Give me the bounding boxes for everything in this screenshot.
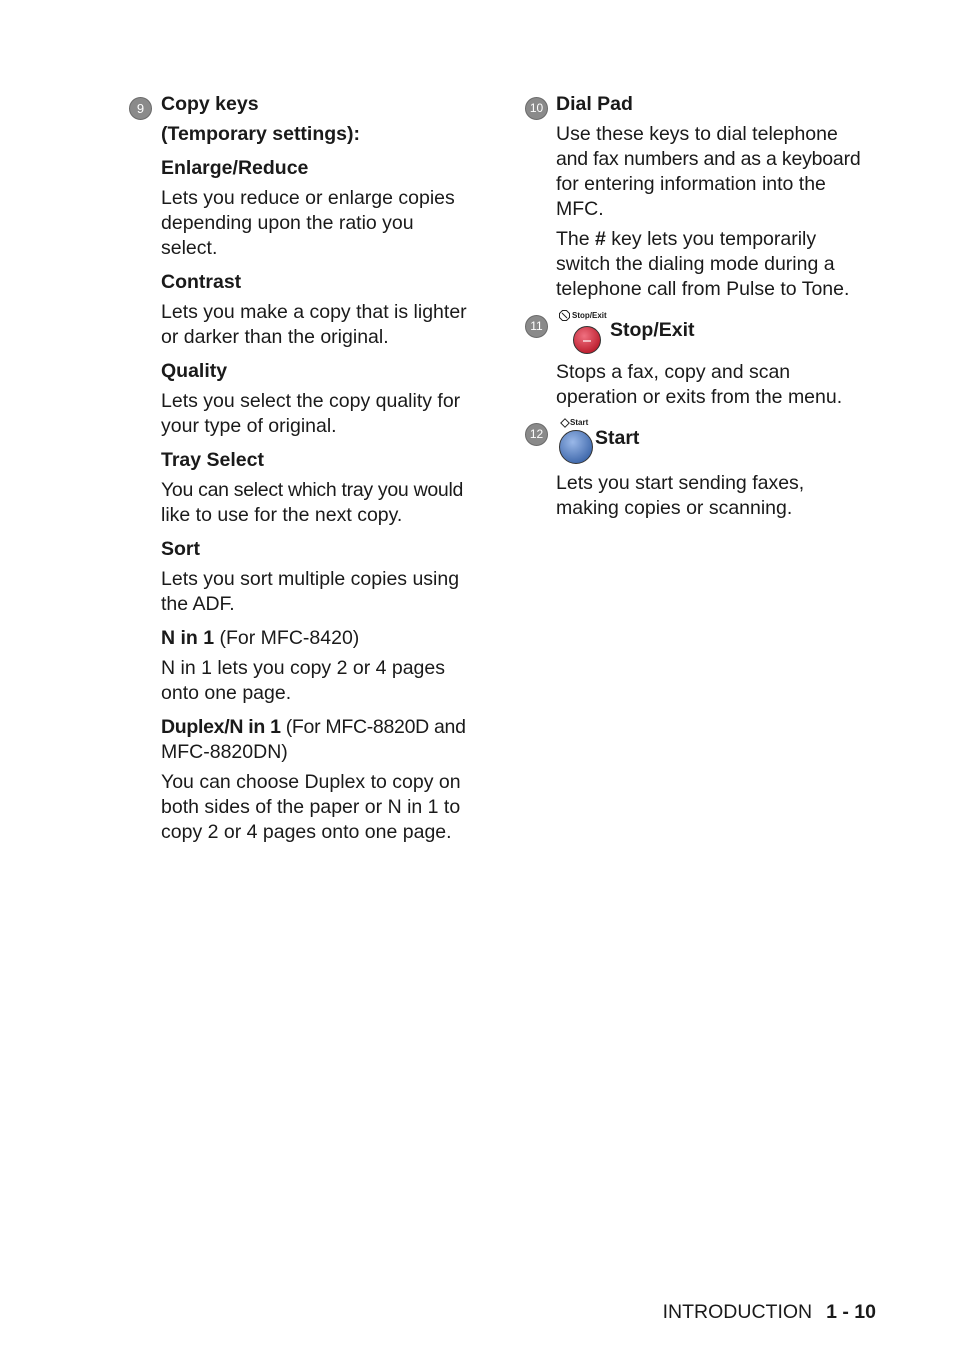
copy-keys-section — [161, 92, 491, 845]
item-number-10: 10 — [525, 97, 548, 120]
hash-line-pre: The — [556, 228, 596, 250]
tray-select-title: Tray Select — [161, 449, 264, 471]
dial-pad-line-7: telephone call from Pulse to Tone. — [556, 278, 850, 300]
n-in-1-heading — [161, 626, 491, 651]
dial-pad-section — [556, 92, 886, 302]
item-number-11: 11 — [525, 315, 548, 338]
sort-title: Sort — [161, 538, 200, 560]
sort-line-1: Lets you sort multiple copies using — [161, 568, 460, 590]
contrast-title: Contrast — [161, 271, 242, 293]
n-in-1-line-2: onto one page. — [161, 682, 292, 704]
footer-section: INTRODUCTION — [662, 1301, 813, 1323]
hash-key: # — [595, 228, 606, 250]
start-button-caption: Start — [570, 418, 589, 427]
enlarge-reduce-line-3: select. — [161, 237, 218, 259]
duplex-note: (For MFC-8820D and — [280, 716, 466, 738]
dial-pad-line-2: and fax numbers and as a keyboard — [556, 148, 861, 170]
footer-page-number: 1 - 10 — [826, 1301, 876, 1323]
stop-exit-button-caption: Stop/Exit — [572, 311, 607, 320]
dial-pad-line-1: Use these keys to dial telephone — [556, 123, 838, 145]
enlarge-reduce-line-2: depending upon the ratio you — [161, 212, 414, 234]
stop-exit-button-row — [556, 308, 886, 352]
copy-keys-title: Copy keys — [161, 93, 259, 115]
item-number-12: 12 — [525, 423, 548, 446]
dial-pad-title: Dial Pad — [556, 93, 633, 115]
stop-exit-button[interactable] — [572, 325, 602, 355]
item-number-9: 9 — [129, 97, 152, 120]
duplex-line-3: copy 2 or 4 pages onto one page. — [161, 821, 452, 843]
start-diamond-icon — [560, 418, 570, 428]
duplex-note-2: MFC-8820DN) — [161, 741, 288, 763]
stop-icon — [559, 310, 570, 321]
start-button[interactable] — [558, 429, 594, 465]
duplex-heading — [161, 715, 491, 740]
n-in-1-line-1: N in 1 lets you copy 2 or 4 pages — [161, 657, 445, 679]
start-title: Start — [595, 427, 640, 449]
start-button-row — [556, 416, 886, 468]
n-in-1-title: N in 1 — [161, 627, 215, 649]
copy-keys-subtitle: (Temporary settings): — [161, 123, 360, 145]
dial-pad-line-3: for entering information into the — [556, 173, 826, 195]
enlarge-reduce-line-1: Lets you reduce or enlarge copies — [161, 187, 455, 209]
dial-pad-line-4: MFC. — [556, 198, 604, 220]
hash-line-post: key lets you temporarily — [605, 228, 817, 250]
start-section — [556, 416, 886, 521]
quality-line-2: your type of original. — [161, 415, 337, 437]
tray-select-line-1: You can select which tray you would — [161, 479, 464, 501]
stop-exit-line-1: Stops a fax, copy and scan — [556, 361, 791, 383]
stop-exit-title: Stop/Exit — [610, 319, 695, 341]
duplex-title: Duplex/N in 1 — [161, 716, 281, 738]
stop-exit-line-2: operation or exits from the menu. — [556, 386, 843, 408]
start-line-2: making copies or scanning. — [556, 497, 793, 519]
enlarge-reduce-title: Enlarge/Reduce — [161, 157, 309, 179]
quality-line-1: Lets you select the copy quality for — [161, 390, 461, 412]
contrast-line-1: Lets you make a copy that is lighter — [161, 301, 467, 323]
sort-line-2: the ADF. — [161, 593, 235, 615]
dial-pad-hash-line — [556, 227, 886, 252]
contrast-line-2: or darker than the original. — [161, 326, 389, 348]
page-footer — [663, 1300, 876, 1325]
duplex-line-2: both sides of the paper or N in 1 to — [161, 796, 461, 818]
dial-pad-line-6: switch the dialing mode during a — [556, 253, 835, 275]
stop-exit-section — [556, 308, 886, 410]
duplex-line-1: You can choose Duplex to copy on — [161, 771, 461, 793]
tray-select-line-2: like to use for the next copy. — [161, 504, 403, 526]
quality-title: Quality — [161, 360, 228, 382]
n-in-1-note: (For MFC-8420) — [214, 627, 360, 649]
start-line-1: Lets you start sending faxes, — [556, 472, 805, 494]
